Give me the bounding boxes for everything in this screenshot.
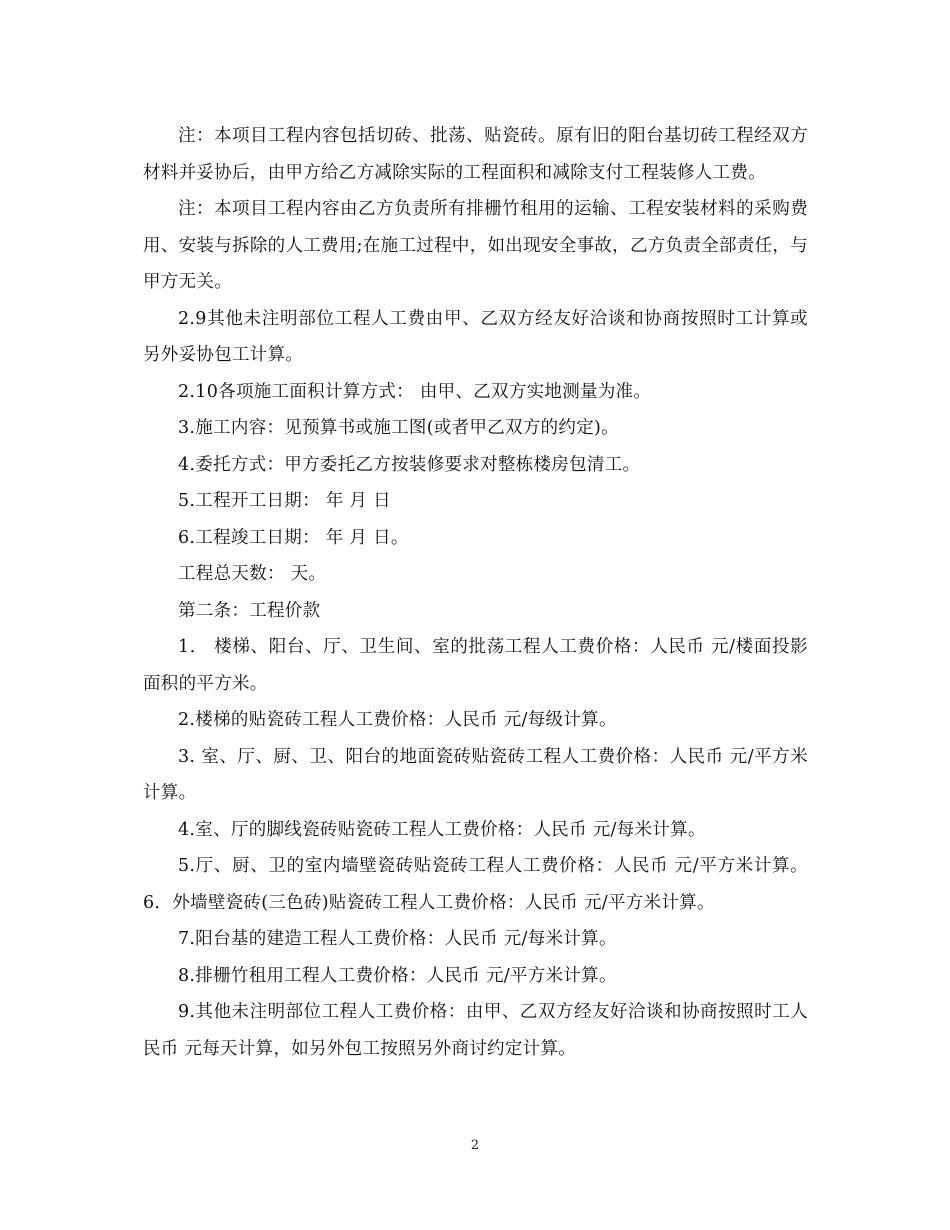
price-item-3: 3. 室、厅、厨、卫、阳台的地面瓷砖贴瓷砖工程人工费价格：人民币 元/平方米计算。	[143, 746, 808, 803]
price-item-4: 4.室、厅的脚线瓷砖贴瓷砖工程人工费价格：人民币 元/每米计算。	[178, 819, 706, 840]
paragraph-3: 3.施工内容：见预算书或施工图(或者甲乙双方的约定)。	[178, 418, 619, 438]
paragraph-note-1: 注：本项目工程内容包括切砖、批荡、贴瓷砖。原有旧的阳台基切砖工程经双方材料并妥协后，由甲方给乙方减除实际的工程面积和减除支付工程装修人工费。	[143, 126, 808, 183]
section-heading-article-2: 第二条：工程价款	[178, 600, 321, 621]
price-item-8: 8.排栅竹租用工程人工费价格：人民币 元/平方米计算。	[178, 965, 617, 986]
page-number: 2	[470, 1138, 480, 1153]
price-item-5-6: 5.厅、厨、卫的室内墙壁瓷砖贴瓷砖工程人工费价格：人民币 元/平方米计算。 6．外墙壁瓷砖(三色砖)贴瓷砖工程人工费价格：人民币 元/平方米计算。	[143, 856, 808, 913]
price-item-9: 9.其他未注明部位工程人工费价格：由甲、乙双方经友好洽谈和协商按照时工人民币 元每天计算，如另外包工按照另外商讨约定计算。	[143, 1002, 808, 1059]
paragraph-2-9: 2.9其他未注明部位工程人工费由甲、乙双方经友好洽谈和协商按照时工计算或另外妥协包工计算。	[143, 308, 808, 365]
paragraph-6: 6.工程竣工日期： 年 月 日。	[178, 527, 409, 548]
paragraph-total-days: 工程总天数： 天。	[178, 564, 327, 584]
price-item-7: 7.阳台基的建造工程人工费价格：人民币 元/每米计算。	[178, 929, 617, 949]
price-item-2: 2.楼梯的贴瓷砖工程人工费价格：人民币 元/每级计算。	[178, 710, 617, 730]
price-item-1: 1． 楼梯、阳台、厅、卫生间、室的批荡工程人工费价格：人民币 元/楼面投影面积的平方米。	[143, 637, 808, 694]
paragraph-5: 5.工程开工日期： 年 月 日	[178, 491, 391, 511]
paragraph-4: 4.委托方式：甲方委托乙方按装修要求对整栋楼房包清工。	[178, 454, 641, 475]
paragraph-note-2: 注：本项目工程内容由乙方负责所有排栅竹租用的运输、工程安装材料的采购费用、安装与拆除的人工费用;在施工过程中，如出现安全事故，乙方负责全部责任，与甲方无关。	[143, 199, 808, 292]
document-body	[143, 118, 808, 1067]
paragraph-2-10: 2.10各项施工面积计算方式： 由甲、乙双方实地测量为准。	[178, 381, 652, 402]
